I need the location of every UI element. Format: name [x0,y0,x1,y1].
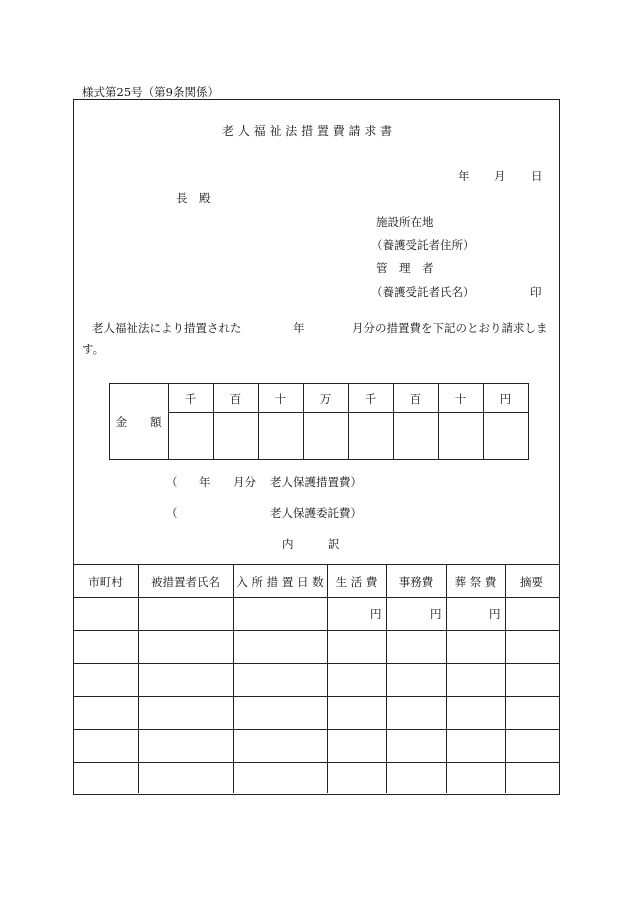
category1-open-paren: （ [166,475,178,489]
unit-hyaku-1: 百 [229,392,242,406]
body-text-part3: す。 [82,342,105,356]
header-funeral-cost: 葬 祭 費 [454,575,497,589]
body-text-part1: 老人福祉法により措置された [92,321,242,335]
date-year-label: 年 [458,169,470,183]
manager-note: （養護受託者氏名） [371,285,475,299]
category1-year: 年 [199,475,211,489]
manager-label: 管 理 者 [376,261,434,275]
unit-sen-2: 千 [364,392,377,406]
breakdown-title: 内 訳 [282,537,340,551]
unit-juu-2: 十 [454,392,467,406]
header-municipality: 市町村 [88,575,123,589]
unit-yen: 円 [499,392,512,406]
addressee-suffix: 長 殿 [176,191,211,205]
header-person-name: 被措置者氏名 [151,575,220,589]
category2-text: 老人保護委託費） [270,506,362,520]
header-placement-days: 入 所 措 置 日 数 [236,575,324,589]
unit-hyaku-2: 百 [409,392,422,406]
unit-sen-1: 千 [184,392,197,406]
form-title: 老 人 福 祉 法 措 置 費 請 求 書 [222,124,393,138]
yen-mark-funeral: 円 [489,607,501,621]
category2-open-paren: （ [166,506,178,520]
form-frame [73,99,560,795]
facility-address-label: 施設所在地 [376,215,434,229]
facility-address-note: （養護受託者住所） [371,238,475,252]
form-number: 様式第25号（第9条関係） [82,85,219,99]
header-remarks: 摘要 [520,575,543,589]
unit-juu-1: 十 [274,392,287,406]
unit-man: 万 [319,392,332,406]
category1-month: 月分 [233,475,256,489]
date-month-label: 月 [494,169,506,183]
amount-label: 金 額 [115,415,162,429]
body-text-part2: 月分の措置費を下記のとおり請求しま [352,321,548,335]
yen-mark-living: 円 [370,607,382,621]
yen-mark-admin: 円 [430,607,442,621]
date-day-label: 日 [531,169,543,183]
body-text-year: 年 [293,321,305,335]
header-admin-cost: 事務費 [398,575,434,589]
category1-text: 老人保護措置費） [270,475,362,489]
seal-mark: 印 [530,285,542,299]
header-living-cost: 生 活 費 [335,575,378,589]
